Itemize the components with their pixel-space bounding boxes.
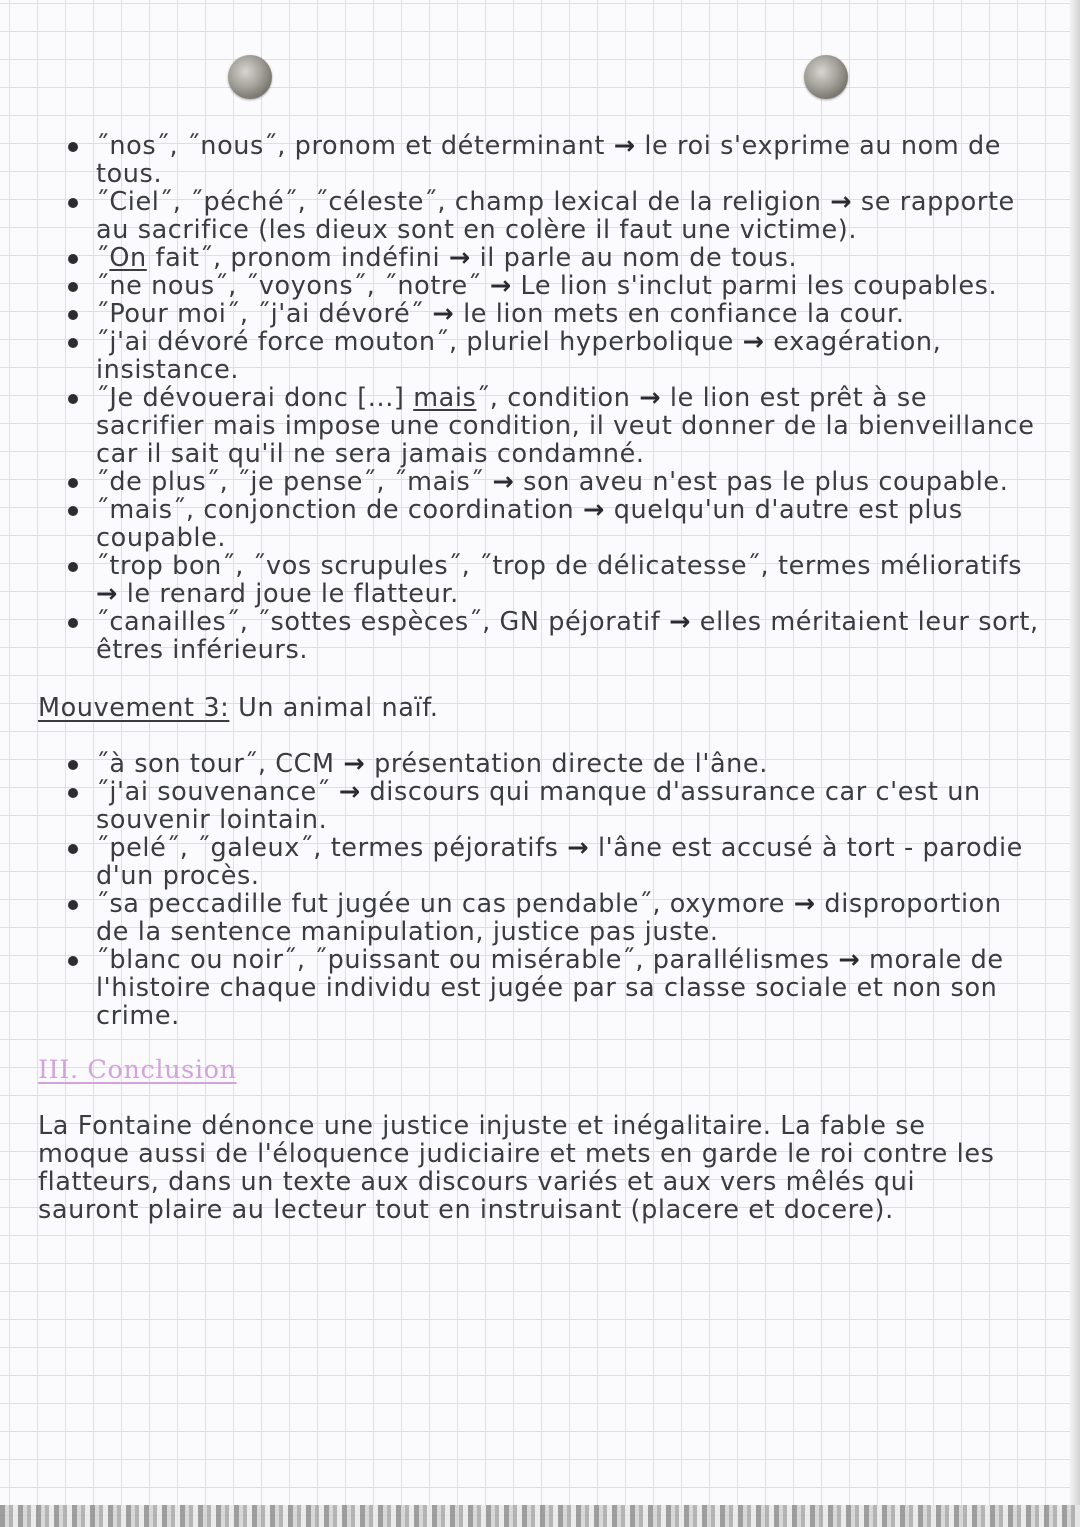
list-item: ˝j'ai souvenance˝ → discours qui manque d'assurance car c'est un souvenir lointain. — [38, 778, 1043, 834]
binder-ring-icon — [228, 55, 272, 99]
list-item: ˝Je dévouerai donc [...] mais˝, condition → le lion est prêt à se sacrifier mais impose une condition, il veut donner de la bienveillance car il sait qu'il ne sera jamais condamné. — [38, 384, 1043, 468]
notes-content — [38, 132, 1043, 1224]
arrow-icon: → — [583, 495, 605, 525]
section-heading-mouvement-3 — [38, 694, 1043, 722]
page-edge — [1070, 0, 1080, 1527]
arrow-icon: → — [830, 187, 853, 217]
arrow-icon: → — [613, 131, 636, 161]
binder-ring-icon — [804, 55, 848, 99]
arrow-icon: → — [742, 327, 765, 357]
arrow-icon: → — [669, 607, 692, 637]
list-item: ˝à son tour˝, CCM → présentation directe de l'âne. — [38, 750, 1043, 778]
list-item: ˝canailles˝, ˝sottes espèces˝, GN péjoratif → elles méritaient leur sort, êtres inférieurs. — [38, 608, 1043, 664]
arrow-icon: → — [489, 271, 512, 301]
arrow-icon: → — [567, 833, 590, 863]
list-item: ˝nos˝, ˝nous˝, pronom et déterminant → le roi s'exprime au nom de tous. — [38, 132, 1043, 188]
conclusion-paragraph: La Fontaine dénonce une justice injuste et inégalitaire. La fable se moque aussi de l'éloquence judiciaire et mets en garde le roi contre les flatteurs, dans un texte aux discours variés et aux vers mêlés qui sauront plaire au lecteur tout en instruisant (placere et docere). — [38, 1111, 995, 1225]
arrow-icon: → — [639, 383, 662, 413]
list-item: ˝ne nous˝, ˝voyons˝, ˝notre˝ → Le lion s'inclut parmi les coupables. — [38, 272, 1043, 300]
arrow-icon: → — [793, 889, 816, 919]
section-label: Mouvement 3: — [38, 693, 230, 723]
list-item: ˝Pour moi˝, ˝j'ai dévoré˝ → le lion mets en confiance la cour. — [38, 300, 1043, 328]
list-item: ˝trop bon˝, ˝vos scrupules˝, ˝trop de délicatesse˝, termes mélioratifs → le renard joue le flatteur. — [38, 552, 1043, 608]
bullet-list-mouvement-3 — [38, 750, 1043, 1030]
list-item: ˝de plus˝, ˝je pense˝, ˝mais˝ → son aveu n'est pas le plus coupable. — [38, 468, 1043, 496]
arrow-icon: → — [338, 777, 361, 807]
list-item: ˝mais˝, conjonction de coordination → quelqu'un d'autre est plus coupable. — [38, 496, 1043, 552]
arrow-icon: → — [432, 299, 455, 329]
bullet-list-mouvement-2 — [38, 132, 1043, 664]
arrow-icon: → — [838, 945, 861, 975]
list-item: ˝j'ai dévoré force mouton˝, pluriel hyperbolique → exagération, insistance. — [38, 328, 1043, 384]
list-item: ˝blanc ou noir˝, ˝puissant ou misérable˝, parallélismes → morale de l'histoire chaque individu est jugée par sa classe sociale et non son crime. — [38, 946, 1043, 1030]
arrow-icon: → — [96, 579, 118, 609]
arrow-icon: → — [492, 467, 515, 497]
list-item: ˝Ciel˝, ˝péché˝, ˝céleste˝, champ lexical de la religion → se rapporte au sacrifice (les dieux sont en colère il faut une victime). — [38, 188, 1043, 244]
arrow-icon: → — [448, 243, 471, 273]
list-item: ˝On fait˝, pronom indéfini → il parle au nom de tous. — [38, 244, 1043, 272]
section-title: Un animal naïf. — [229, 693, 439, 723]
list-item: ˝sa peccadille fut jugée un cas pendable˝, oxymore → disproportion de la sentence manipulation, justice pas juste. — [38, 890, 1043, 946]
conclusion-heading: III. Conclusion — [38, 1055, 237, 1085]
list-item: ˝pelé˝, ˝galeux˝, termes péjoratifs → l'âne est accusé à tort - parodie d'un procès. — [38, 834, 1043, 890]
arrow-icon: → — [343, 749, 366, 779]
page-bottom-edge — [0, 1505, 1080, 1527]
